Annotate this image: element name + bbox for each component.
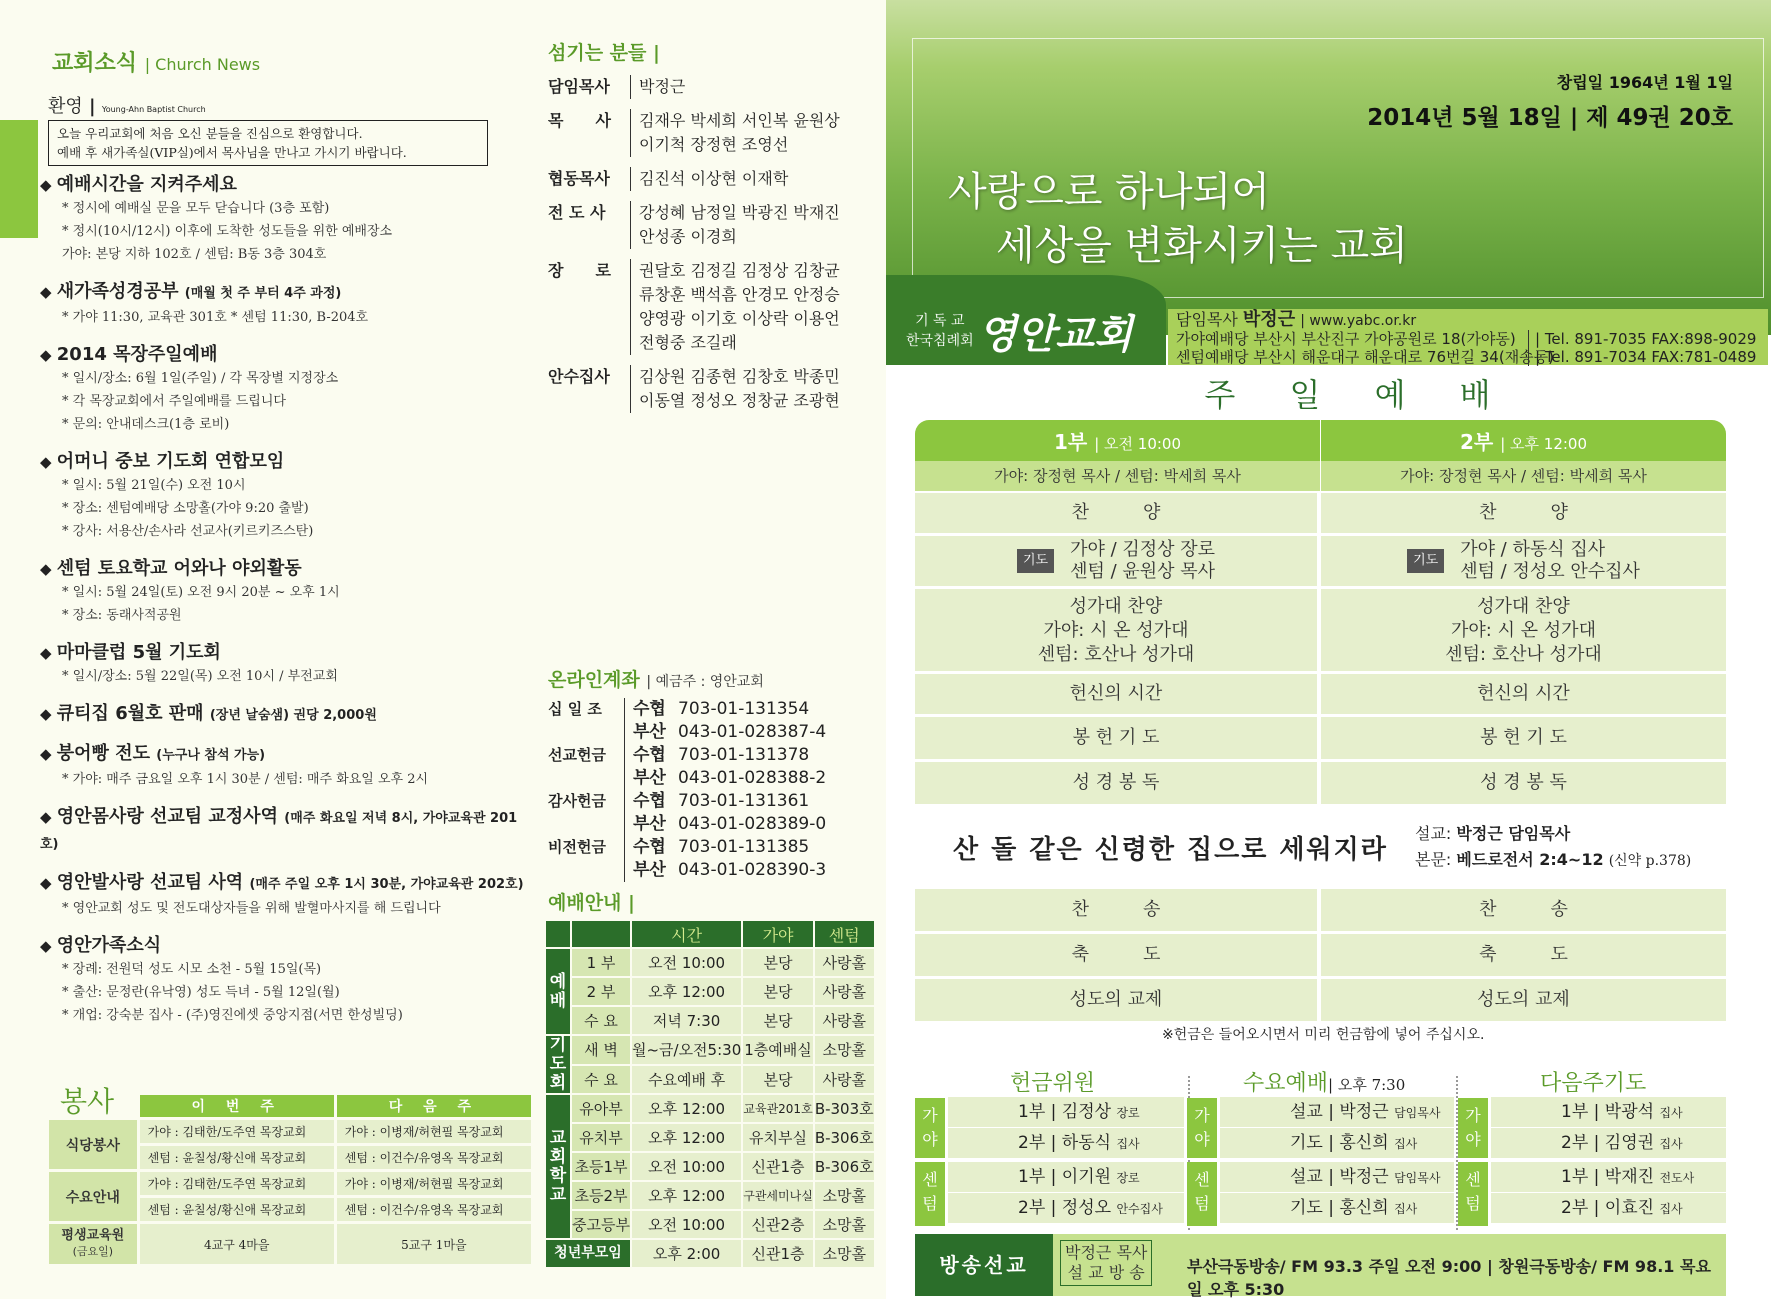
staff-row <box>548 259 878 355</box>
staff-row <box>548 75 878 99</box>
broadcast-mission <box>915 1234 1726 1299</box>
church-logo <box>886 275 1166 365</box>
welcome-line-2: 예배 후 새가족실(VIP실)에서 목사님을 만나고 가시기 바랍니다. <box>57 145 407 160</box>
prayer-2: 기도 가야 / 하동식 집사 센텀 / 정성오 안수집사 <box>1321 536 1726 586</box>
bank-name: 수협 <box>624 698 678 721</box>
worship-header: 시간 <box>632 921 741 947</box>
worship-cell: 월~금/오전5:30 <box>632 1036 741 1064</box>
offer-row: 2부 | 하동식 집사 <box>948 1128 1184 1158</box>
staff-names: 김상원 김종현 김창호 박종민 이동열 정성오 정창균 조광현 <box>630 365 840 413</box>
news-item <box>40 805 530 857</box>
next-row: 1부 | 박재진 전도사 <box>1491 1162 1726 1192</box>
worship-cell: 오후 12:00 <box>632 1124 741 1151</box>
gaya-side-label: 가야 <box>1187 1098 1217 1158</box>
news-heading: ◆ 영안몸사랑 선교팀 교정사역 (매주 화요일 저녁 8시, 가야교육관 201호) <box>40 805 530 857</box>
tel-info: | Tel. 891-7035 FAX:898-9029 | Tel. 891-7034 FAX:781-0489 <box>1528 330 1756 366</box>
worship-cell: 소망홀 <box>815 1240 874 1267</box>
service-cell: 5교구 1마을 <box>337 1224 531 1264</box>
this-week-header: 이 번 주 <box>140 1095 334 1117</box>
dedication: 헌신의 시간 <box>1321 674 1726 714</box>
centum-side-label: 센텀 <box>1187 1162 1217 1226</box>
staff-names: 김재우 박세희 서인복 윤원상 이기척 장정현 조영선 <box>630 109 840 157</box>
issue-dates <box>1367 70 1733 132</box>
worship-cell: B-303호 <box>815 1095 874 1122</box>
news-detail: * 영안교회 성도 및 전도대상자들을 위해 발혈마사지를 해 드립니다 <box>62 901 441 916</box>
worship-guide <box>548 888 888 1269</box>
founded-date: 창립일 1964년 1월 1일 <box>1556 73 1733 92</box>
church-contact: 담임목사 박정근 | www.yabc.or.kr 가야예배당 부산시 부산진구 가야공원로 18(가야동) 센텀예배당 부산시 해운대구 해운대로 76번길 34(재송동) | Tel. 891-7035 FAX:898-9029 | Tel. 891-7034 FAX:781-0489 <box>1168 309 1768 365</box>
worship-cell: 오전 10:00 <box>632 1211 741 1238</box>
worship-cell: 소망홀 <box>815 1182 874 1209</box>
slogan-line-2: 세상을 변화시키는 교회 <box>996 223 1408 269</box>
account-type <box>548 859 624 882</box>
worship-cell: 본당 <box>743 978 813 1005</box>
worship-header: 가야 <box>743 921 813 947</box>
staff-role: 담임목사 <box>548 77 610 96</box>
news-detail: * 일시: 5월 24일(토) 오전 9시 20분 ~ 오후 1시 <box>62 585 340 600</box>
staff-section <box>548 38 878 413</box>
worship-group: 예 배 <box>546 949 570 1034</box>
staff-role: 안수집사 <box>548 367 610 386</box>
worship-cell: 수 요 <box>572 1007 630 1034</box>
account-row <box>548 836 878 859</box>
wed-row: 설교 | 박정근 담임목사 <box>1220 1097 1454 1127</box>
worship-cell: 초등2부 <box>572 1182 630 1209</box>
benediction: 축 도 <box>1321 934 1726 976</box>
worship-cell: 사랑홀 <box>815 1007 874 1034</box>
account-type <box>548 813 624 836</box>
staff-names: 김진석 이상현 이재학 <box>630 167 840 191</box>
benediction: 축 도 <box>915 934 1317 976</box>
slogan <box>948 165 1408 273</box>
news-detail: * 가야 11:30, 교육관 301호 * 센텀 11:30, B-204호 <box>62 310 369 325</box>
news-heading: ◆ 영안발사랑 선교팀 사역 (매주 주일 오후 1시 30분, 가야교육관 202호) <box>40 871 530 897</box>
account-row <box>548 813 878 836</box>
news-detail: * 출산: 문정란(유낙영) 성도 득녀 - 5월 12일(월) <box>62 985 340 1000</box>
news-heading: ◆ 예배시간을 지켜주세요 <box>40 173 530 197</box>
service-cell: 4교구 4마을 <box>140 1224 334 1264</box>
worship-header: 센텀 <box>815 921 874 947</box>
news-item <box>40 871 530 920</box>
account-number: 043-01-028390-3 <box>678 860 827 880</box>
account-row <box>548 744 878 767</box>
scripture-reading: 성 경 봉 독 <box>1321 762 1726 804</box>
worship-cell: 유치부실 <box>743 1124 813 1151</box>
next-row: 2부 | 이효진 집사 <box>1491 1193 1726 1223</box>
news-heading: ◆ 붕어빵 전도 (누구나 참석 가능) <box>40 742 530 768</box>
account-type: 십 일 조 <box>548 700 602 718</box>
news-item <box>40 450 530 543</box>
edu-label: 평생교육원 (금요일) <box>49 1224 137 1264</box>
news-heading: ◆ 새가족성경공부 (매월 첫 주 부터 4주 과정) <box>40 280 530 306</box>
fellowship: 성도의 교제 <box>915 979 1317 1021</box>
worship-cell: 유아부 <box>572 1095 630 1122</box>
prayer-1: 기도 가야 / 김정상 장로 센텀 / 윤원상 목사 <box>915 536 1317 586</box>
online-accounts <box>548 665 878 882</box>
bank-name: 부산 <box>624 767 678 790</box>
logo-name: 영안교회 <box>978 311 1133 358</box>
staff-names: 박정근 <box>630 75 840 99</box>
staff-row <box>548 167 878 191</box>
next-row: 1부 | 박광석 집사 <box>1491 1097 1726 1127</box>
worship-cell: 오후 12:00 <box>632 1182 741 1209</box>
news-detail: * 일시/장소: 6월 1일(주일) / 각 목장별 지정장소 <box>62 371 339 386</box>
church-info-bar <box>886 275 1771 365</box>
service-cell: 가야 : 이병재/허현필 목장교회 <box>337 1172 531 1195</box>
centum-address: 센텀예배당 부산시 해운대구 해운대로 76번길 34(재송동) <box>1176 348 1555 366</box>
broadcast-label: 방송선교 <box>915 1234 1053 1296</box>
slogan-line-1: 사랑으로 하나되어 <box>948 169 1270 215</box>
worship-cell: 구관세미나실 <box>743 1182 813 1209</box>
news-item <box>40 280 530 329</box>
hymn: 찬 송 <box>915 889 1317 931</box>
online-title: 온라인계좌 | 예금주 : 영안교회 <box>548 669 764 691</box>
account-row <box>548 790 878 813</box>
praise: 찬 양 <box>1321 493 1726 533</box>
account-type: 감사헌금 <box>548 792 606 810</box>
account-number: 703-01-131378 <box>678 745 810 765</box>
news-title: 교회소식 | Church News <box>52 51 261 76</box>
worship-cell: 사랑홀 <box>815 949 874 976</box>
staff-row <box>548 109 878 157</box>
worship-cell: 오후 2:00 <box>632 1240 741 1267</box>
worship-cell: 새 벽 <box>572 1036 630 1064</box>
news-item <box>40 173 530 266</box>
news-detail: * 가야: 매주 금요일 오후 1시 30분 / 센텀: 매주 화요일 오후 2시 <box>62 772 429 787</box>
staff-role: 목 사 <box>548 111 611 130</box>
worship-cell: 초등1부 <box>572 1153 630 1180</box>
account-row <box>548 721 878 744</box>
sermon-title: 산 돌 같은 신령한 집으로 세워지라 <box>953 835 1388 865</box>
service-2-pastor: 가야: 장정현 목사 / 센텀: 박세희 목사 <box>1321 461 1726 491</box>
staff-title: 섬기는 분들 | <box>548 42 660 64</box>
gaya-side-label: 가야 <box>915 1098 945 1158</box>
news-detail: * 개업: 강숙분 집사 - (주)영진에셋 중앙지점(서면 한성빌딩) <box>62 1008 403 1023</box>
bank-name: 부산 <box>624 721 678 744</box>
service-table <box>46 1092 534 1267</box>
bank-name: 수협 <box>624 744 678 767</box>
bank-name: 수협 <box>624 790 678 813</box>
prayer-tag: 기도 <box>1017 549 1054 573</box>
service-cell: 가야 : 김태한/도주연 목장교회 <box>140 1172 334 1195</box>
choir-1: 성가대 찬양 가야: 시 온 성가대 센텀: 호산나 성가대 <box>915 589 1317 671</box>
staff-row <box>548 365 878 413</box>
staff-role: 협동목사 <box>548 169 610 188</box>
bank-name: 부산 <box>624 813 678 836</box>
worship-cell: 중고등부 <box>572 1211 630 1238</box>
offering-prayer: 봉 헌 기 도 <box>915 717 1317 759</box>
logo-small-1: 기 독 교 <box>915 313 965 329</box>
worship-cell: B-306호 <box>815 1153 874 1180</box>
next-prayer-title: 다음주기도 <box>1540 1071 1647 1096</box>
worship-cell: 1 부 <box>572 949 630 976</box>
service-title: 봉사 <box>60 1085 115 1118</box>
worship-cell: 오후 12:00 <box>632 978 741 1005</box>
worship-cell: 신관1층 <box>743 1153 813 1180</box>
staff-names: 강성혜 남정일 박광진 박재진 안성종 이경희 <box>630 201 840 249</box>
sunday-worship <box>886 370 1771 416</box>
news-detail: * 정시(10시/12시) 이후에 도착한 성도들을 위한 예배장소 <box>62 224 393 239</box>
news-detail: 가야: 본당 지하 102호 / 센텀: B동 3층 304호 <box>62 247 327 262</box>
praise: 찬 양 <box>915 493 1317 533</box>
bank-name: 수협 <box>624 836 678 859</box>
worship-cell: 신관1층 <box>743 1240 813 1267</box>
dedication: 헌신의 시간 <box>915 674 1317 714</box>
worship-cell: 오후 12:00 <box>632 1095 741 1122</box>
news-detail: * 강사: 서용산/손사라 선교사(키르키즈스탄) <box>62 524 314 539</box>
news-heading: ◆ 큐티집 6월호 판매 (장년 날숨샘) 권당 2,000원 <box>40 702 530 728</box>
welcome-line-1: 오늘 우리교회에 처음 오신 분들을 진심으로 환영합니다. <box>57 126 363 141</box>
worship-cell: 사랑홀 <box>815 978 874 1005</box>
news-detail: * 장례: 전원덕 성도 시모 소천 - 5월 15일(목) <box>62 962 322 977</box>
worship-group: 청년부모임 <box>546 1240 630 1267</box>
staff-names: 권달호 김정길 김정상 김창균 류창훈 백석흠 안경모 안정승 양영광 이기호 이상락 이용언 전형중 조길래 <box>630 259 840 355</box>
worship-cell: 교육관201호 <box>743 1095 813 1122</box>
worship-cell: 수요예배 후 <box>632 1066 741 1094</box>
news-heading: ◆ 2014 목장주일예배 <box>40 343 530 367</box>
worship-cell: 소망홀 <box>815 1211 874 1238</box>
staff-role: 장 로 <box>548 261 611 280</box>
bank-name: 부산 <box>624 859 678 882</box>
account-number: 043-01-028388-2 <box>678 768 827 788</box>
worship-table <box>544 919 876 1269</box>
news-detail: * 정시에 예배실 문을 모두 닫습니다 (3층 포함) <box>62 201 330 216</box>
worship-cell: 신관2층 <box>743 1211 813 1238</box>
worship-cell: 2 부 <box>572 978 630 1005</box>
offering-note: ※헌금은 들어오시면서 미리 헌금함에 넣어 주십시오. <box>1162 1027 1485 1043</box>
service-2: 2부 | 오후 12:00 가야: 장정현 목사 / 센텀: 박세희 목사 <box>1321 420 1726 490</box>
worship-cell: 본당 <box>743 1007 813 1034</box>
account-row <box>548 698 878 721</box>
service-cell: 센텀 : 이건수/유영옥 목장교회 <box>337 1198 531 1221</box>
service-label: 식당봉사 <box>49 1120 137 1169</box>
staff-role: 전 도 사 <box>548 203 606 222</box>
service-cell: 센텀 : 윤칠성/황신애 목장교회 <box>140 1146 334 1169</box>
news-heading: ◆ 마마클럽 5월 기도회 <box>40 641 530 665</box>
news-item <box>40 343 530 436</box>
welcome-box: 환영 | Young-Ahn Baptist Church 오늘 우리교회에 처음 오신 분들을 진심으로 환영합니다. 예배 후 새가족실(VIP실)에서 목사님을 만나고 가시기 바랍니다. <box>48 92 488 166</box>
wednesday-title: 수요예배| 오후 7:30 <box>1243 1071 1406 1096</box>
account-number: 043-01-028387-4 <box>678 722 827 742</box>
centum-side-label: 센텀 <box>1458 1162 1488 1226</box>
news-item <box>40 557 530 627</box>
news-detail: * 일시/장소: 5월 22일(목) 오전 10시 / 부전교회 <box>62 669 338 684</box>
account-type <box>548 721 624 744</box>
service-1: 1부 | 오전 10:00 가야: 장정현 목사 / 센텀: 박세희 목사 <box>915 420 1320 490</box>
worship-group: 교 회 학 교 <box>546 1095 570 1238</box>
worship-cell: 1층예배실 <box>743 1036 813 1064</box>
news-heading: ◆ 센텀 토요학교 어와나 야외활동 <box>40 557 530 581</box>
offer-row: 1부 | 김정상 장로 <box>948 1097 1184 1127</box>
account-number: 703-01-131361 <box>678 791 810 811</box>
service-cell: 가야 : 김태한/도주연 목장교회 <box>140 1120 334 1143</box>
broadcast-schedule: 부산극동방송/ FM 93.3 주일 오전 9:00 | 창원극동방송/ FM 98.1 목요일 오후 5:30 <box>1187 1257 1711 1299</box>
prayer-tag: 기도 <box>1407 549 1444 573</box>
scripture-reading: 성 경 봉 독 <box>915 762 1317 804</box>
sermon <box>915 809 1726 887</box>
news-detail: * 장소: 동래사적공원 <box>62 608 182 623</box>
centum-side-label: 센텀 <box>915 1162 945 1226</box>
news-detail: * 일시: 5월 21일(수) 오전 10시 <box>62 478 246 493</box>
worship-cell: 유치부 <box>572 1124 630 1151</box>
worship-cell: 오전 10:00 <box>632 949 741 976</box>
worship-cell: 수 요 <box>572 1066 630 1094</box>
broadcast-who: 박정근 목사 설 교 방 송 <box>1060 1240 1152 1286</box>
news-item <box>40 934 530 1027</box>
account-row <box>548 859 878 882</box>
fellowship: 성도의 교제 <box>1321 979 1726 1021</box>
service-cell: 가야 : 이병재/허현필 목장교회 <box>337 1120 531 1143</box>
news-heading: ◆ 어머니 중보 기도회 연합모임 <box>40 450 530 474</box>
account-number: 703-01-131385 <box>678 837 810 857</box>
sermon-info: 설교: 박정근 담임목사 본문: 베드로전서 2:4~12 (신약 p.378) <box>1415 824 1692 869</box>
sunday-title: 주 일 예 배 <box>1204 376 1513 414</box>
news-detail: * 문의: 안내데스크(1층 로비) <box>62 417 230 432</box>
news-item <box>40 702 530 728</box>
wed-row: 설교 | 박정근 담임목사 <box>1220 1162 1454 1192</box>
worship-cell: 오전 10:00 <box>632 1153 741 1180</box>
account-number: 703-01-131354 <box>678 699 810 719</box>
green-tab <box>0 120 38 238</box>
account-row <box>548 767 878 790</box>
news-list <box>40 173 530 1041</box>
wed-row: 기도 | 홍신희 집사 <box>1220 1193 1454 1223</box>
logo-small-2: 한국침례회 <box>906 333 974 349</box>
offering-prayer: 봉 헌 기 도 <box>1321 717 1726 759</box>
next-week-header: 다 음 주 <box>337 1095 531 1117</box>
worship-title: 예배안내 | <box>548 892 635 914</box>
gaya-address: 가야예배당 부산시 부산진구 가야공원로 18(가야동) <box>1176 330 1516 348</box>
account-number: 043-01-028389-0 <box>678 814 827 834</box>
wed-row: 기도 | 홍신희 집사 <box>1220 1128 1454 1158</box>
offer-row: 2부 | 정성오 안수집사 <box>948 1193 1184 1223</box>
worship-group: 기 도 회 <box>546 1036 570 1093</box>
service-1-pastor: 가야: 장정현 목사 / 센텀: 박세희 목사 <box>915 461 1320 491</box>
church-website-link[interactable]: | www.yabc.or.kr <box>1300 313 1417 329</box>
offer-row: 1부 | 이기원 장로 <box>948 1162 1184 1192</box>
issue-date: 2014년 5월 18일 | 제 49권 20호 <box>1367 105 1733 131</box>
worship-cell: B-306호 <box>815 1124 874 1151</box>
account-type: 선교헌금 <box>548 746 606 764</box>
service-cell: 센텀 : 윤칠성/황신애 목장교회 <box>140 1198 334 1221</box>
next-row: 2부 | 김영권 집사 <box>1491 1128 1726 1158</box>
service-label: 수요안내 <box>49 1172 137 1221</box>
news-heading: ◆ 영안가족소식 <box>40 934 530 958</box>
news-item <box>40 742 530 791</box>
offering-committee-title: 헌금위원 <box>1010 1071 1096 1096</box>
account-type <box>548 767 624 790</box>
worship-cell: 본당 <box>743 949 813 976</box>
account-type: 비전헌금 <box>548 838 606 856</box>
worship-cell: 사랑홀 <box>815 1066 874 1094</box>
choir-2: 성가대 찬양 가야: 시 온 성가대 센텀: 호산나 성가대 <box>1321 589 1726 671</box>
hymn: 찬 송 <box>1321 889 1726 931</box>
worship-cell: 소망홀 <box>815 1036 874 1064</box>
worship-cell: 본당 <box>743 1066 813 1094</box>
service-cell: 센텀 : 이건수/유영옥 목장교회 <box>337 1146 531 1169</box>
gaya-side-label: 가야 <box>1458 1098 1488 1158</box>
worship-cell: 저녁 7:30 <box>632 1007 741 1034</box>
staff-row <box>548 201 878 249</box>
news-detail: * 장소: 센텀예배당 소망홀(가야 9:20 출발) <box>62 501 309 516</box>
news-detail: * 각 목장교회에서 주일예배를 드립니다 <box>62 394 286 409</box>
news-item <box>40 641 530 688</box>
